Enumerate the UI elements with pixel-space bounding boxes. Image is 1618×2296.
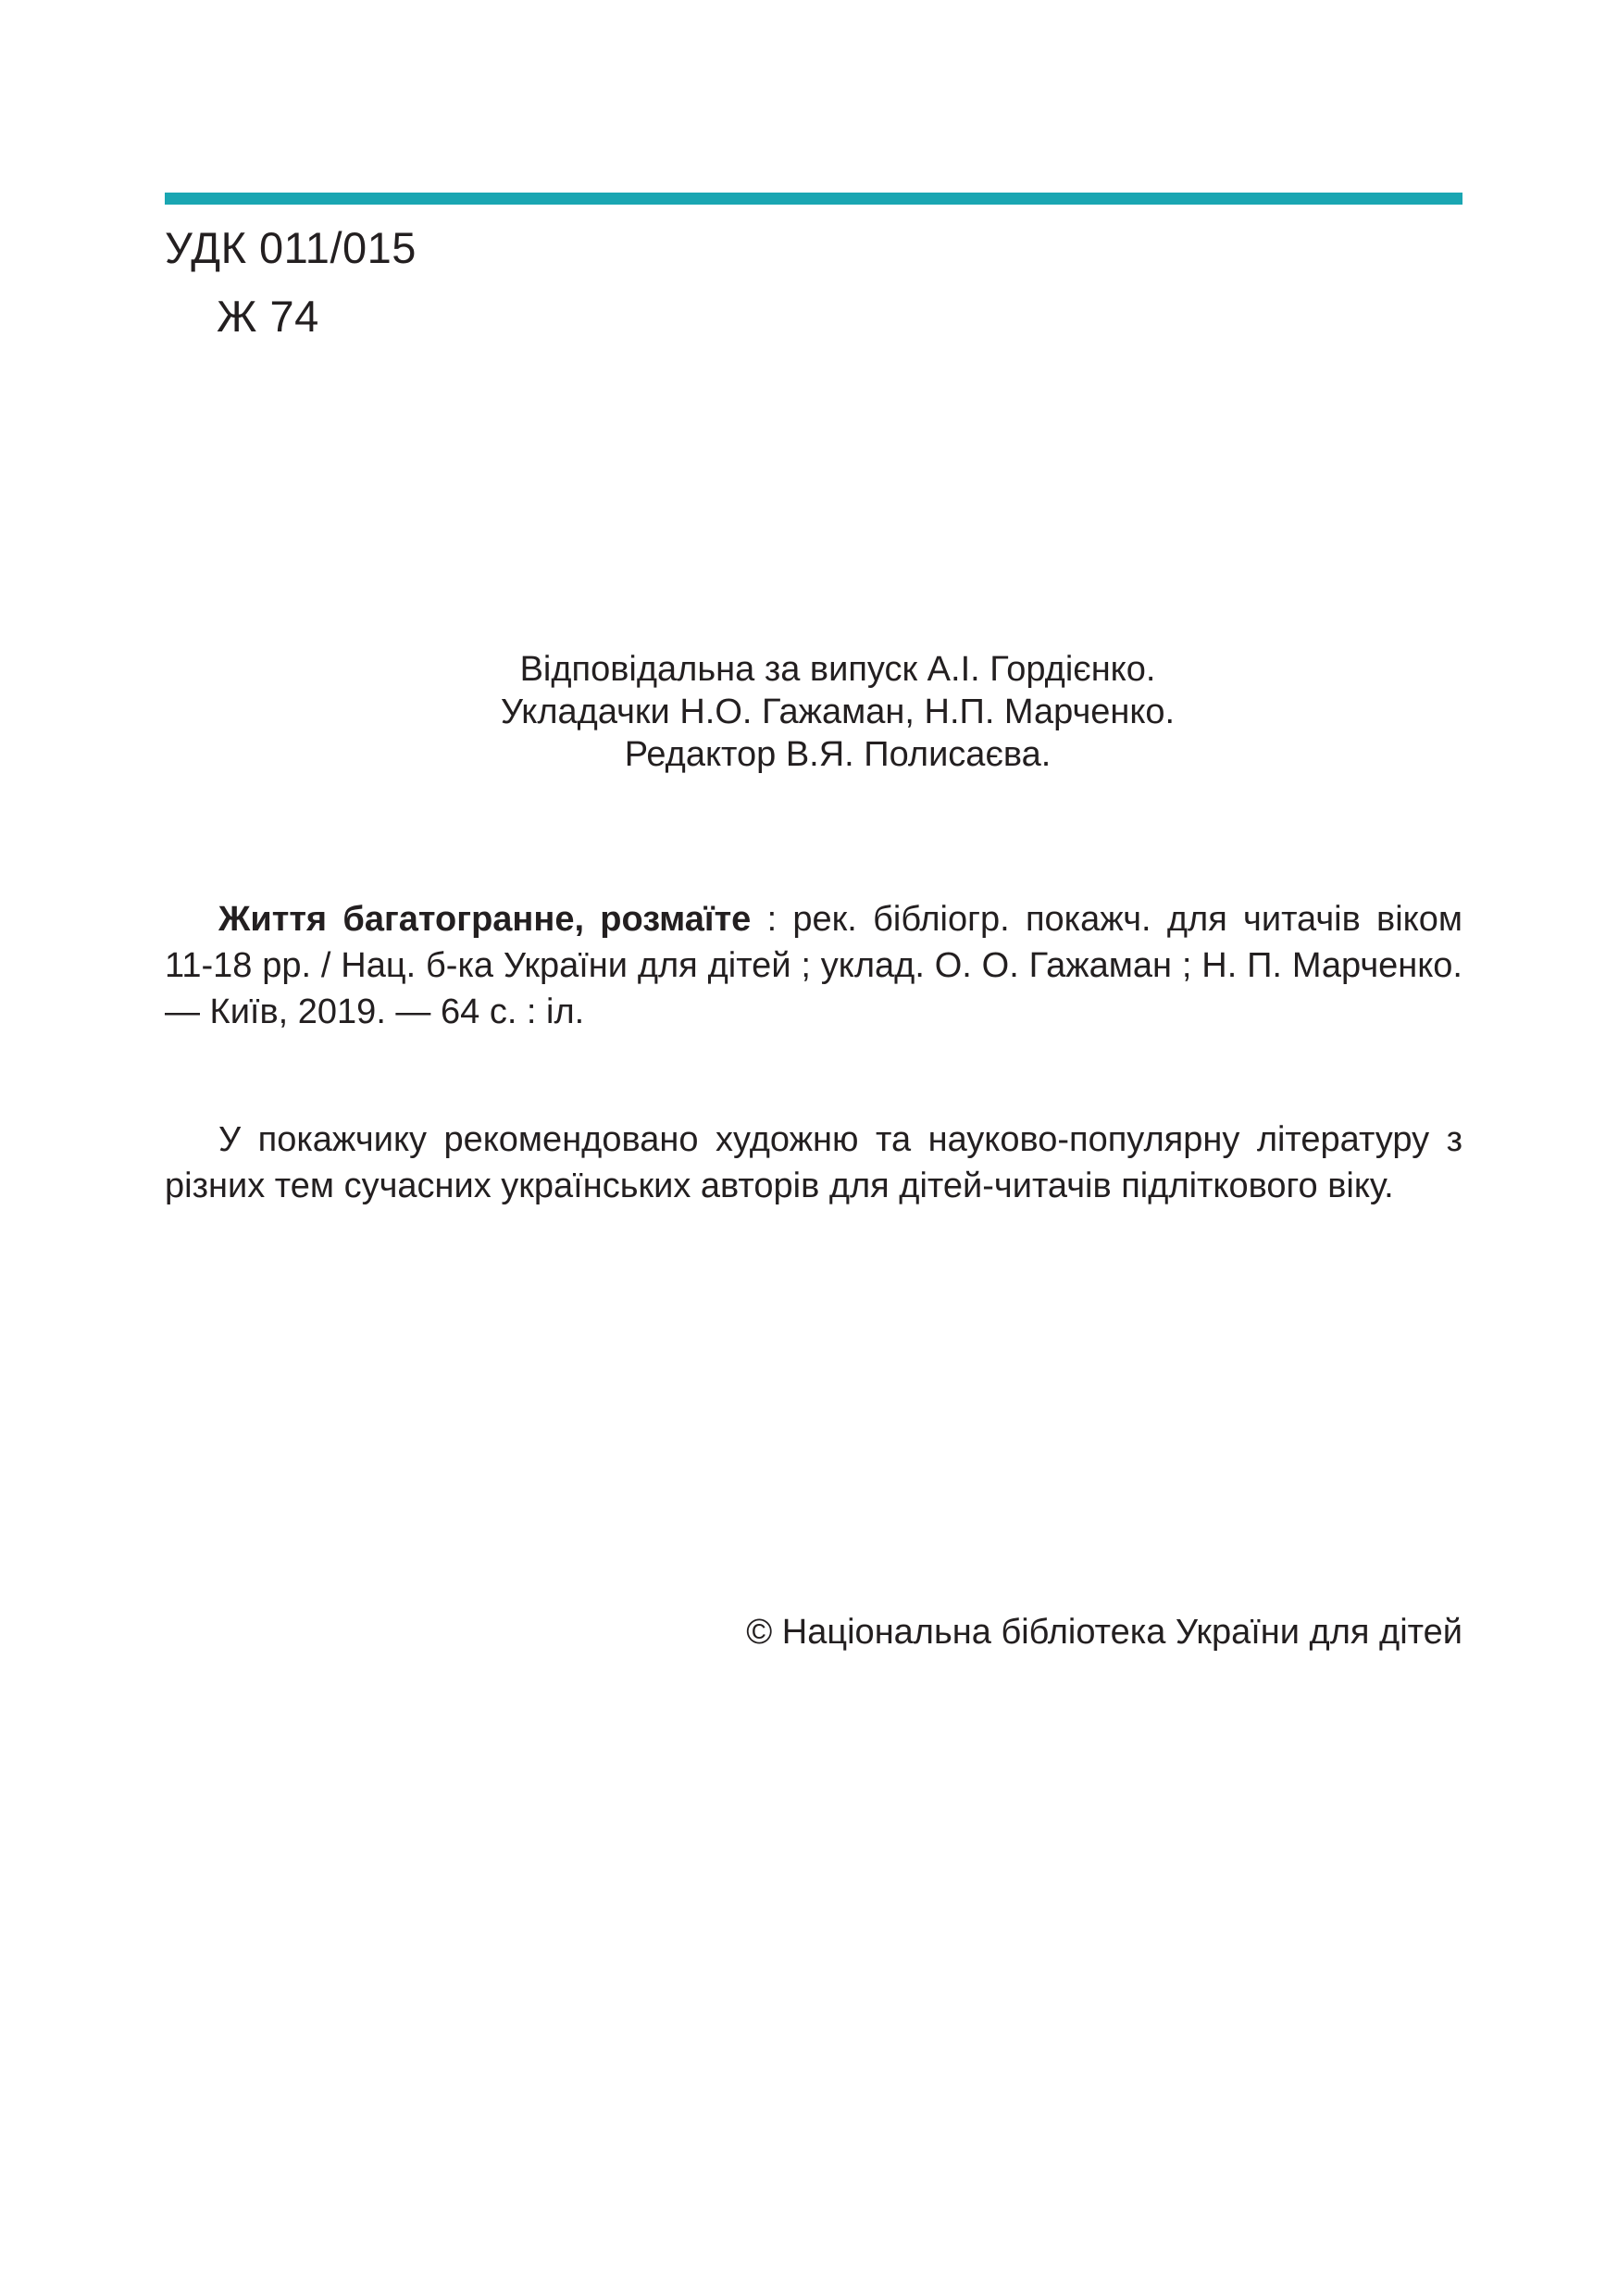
top-rule-divider (165, 193, 1462, 205)
udk-code: УДК 011/015 (165, 223, 417, 272)
bibliographic-record (165, 896, 1462, 1035)
book-title: Життя багатогранне, розмаїте (218, 900, 752, 939)
responsibility-block (370, 648, 1305, 776)
responsible-editor-line: Відповідальна за випуск А.І. Гордієнко. (519, 650, 1156, 689)
author-mark: Ж 74 (217, 292, 319, 341)
editor-line: Редактор В.Я. Полисаєва. (624, 735, 1052, 774)
annotation-paragraph: У покажчику рекомендовано художню та науково-популярну літературу з різних тем сучасних українських авторів для дітей-читачів підліткового віку. (165, 1120, 1462, 1205)
bibliographic-description: : рек. бібліогр. покажч. для читачів віком 11-18 рр. / Нац. б-ка України для дітей ; уклад. О. О. Гажаман ; Н. П. Марченко. — Київ, 2019. — 64 с. : іл. (165, 900, 1462, 1031)
copyright-notice: © Національна бібліотека України для дітей (746, 1613, 1462, 1652)
compilers-line: Укладачки Н.О. Гажаман, Н.П. Марченко. (500, 693, 1176, 731)
